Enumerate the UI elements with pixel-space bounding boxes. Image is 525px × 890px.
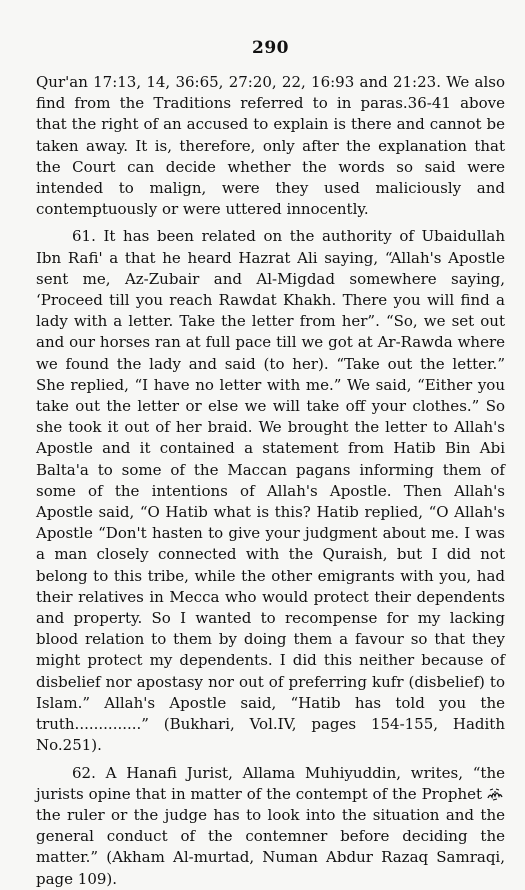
paragraph-62-text-before: 62. A Hanafi Jurist, Allama Muhiyuddin, writes, “the jurists opine that in matter of the contempt of the Prophet: [36, 763, 505, 803]
arabic-honorific-icon: [487, 787, 503, 801]
paragraph-62: [36, 763, 505, 890]
paragraph-62-text-after: the ruler or the judge has to look into the situation and the general conduct of the contemner before deciding the matter.” (Akham Al-murtad, Numan Abdur Razaq Samraqi, page 109).: [36, 805, 505, 888]
page-number: 290: [252, 38, 289, 58]
paragraph-61: 61. It has been related on the authority of Ubaidullah Ibn Rafi' a that he heard Hazrat Ali saying, “Allah's Apostle sent me, Az-Zubair and Al-Migdad somewhere saying, ‘Proceed till you reach Rawdat Khakh. There you will find a lady with a letter. Take the letter from her”. “So, we set out and our horses ran at full pace till we got at Ar-Rawda where we found the lady and said (to her). “Take out the letter.” She replied, “I have no letter with me.” We said, “Either you take out the letter or else we will take off your clothes.” So she took it out of her braid. We brought the letter to Allah's Apostle and it contained a statement from Hatib Bin Abi Balta'a to some of the Maccan pagans informing them of some of the intentions of Allah's Apostle. Then Allah's Apostle said, “O Hatib what is this? Hatib replied, “O Allah's Apostle “Don't hasten to give your judgment about me. I was a man closely connected with the Quraish, but I did not belong to this tribe, while the other emigrants with you, had their relatives in Mecca who would protect their dependents and property. So I wanted to recompense for my lacking blood relation to them by doing them a favour so that they might protect my dependents. I did this neither because of disbelief nor apostasy nor out of preferring kufr (disbelief) to Islam.” Allah's Apostle said, “Hatib has told you the truth..............” (Bukhari, Vol.IV, pages 154-155, Hadith No.251).: [36, 227, 505, 755]
paragraph-continuation: Qur'an 17:13, 14, 36:65, 27:20, 22, 16:93 and 21:23. We also find from the Traditions referred to in paras.36-41 above that the right of an accused to explain is there and cannot be taken away. It is, therefore, only after the explanation that the Court can decide whether the words so said were intended to malign, were they used maliciously and contemptuously or were uttered innocently.: [36, 73, 505, 219]
